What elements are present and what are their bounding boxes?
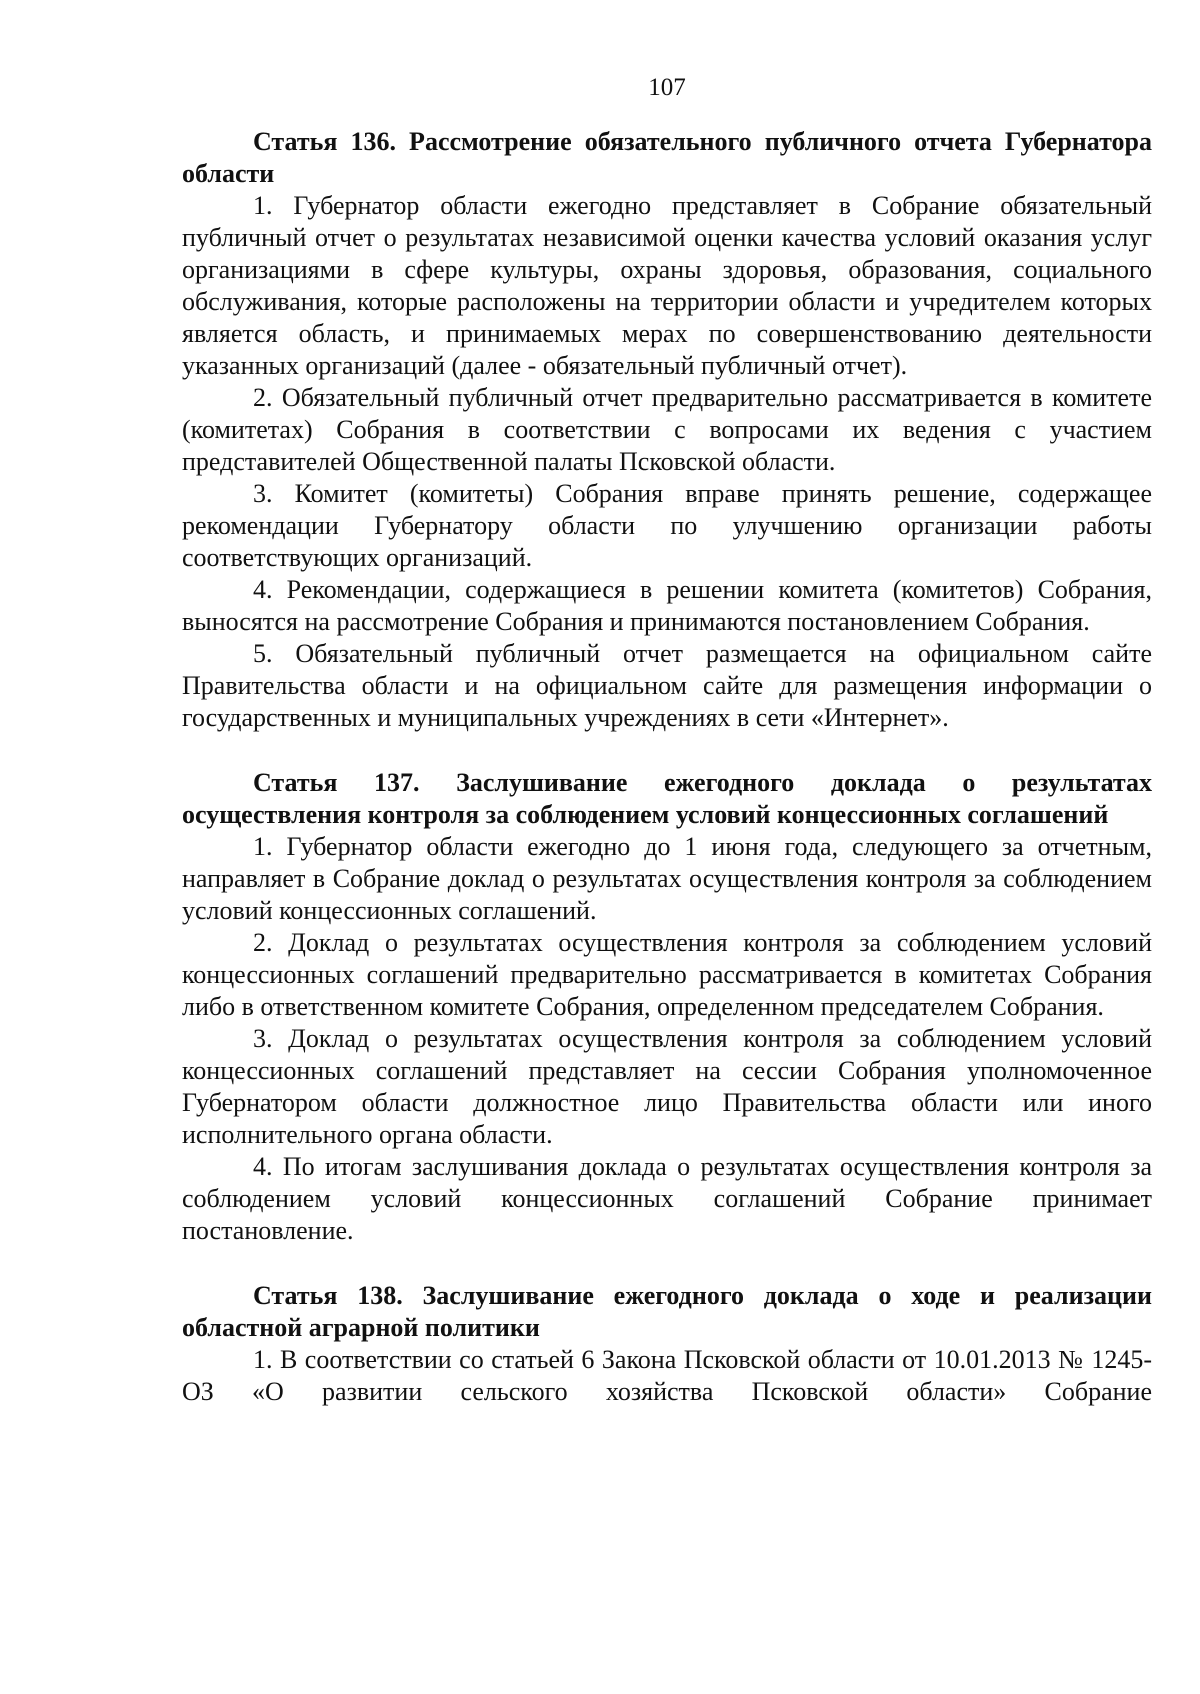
paragraph: 4. По итогам заслушивания доклада о результатах осуществления контроля за соблюдением условий концессионных соглашений Собрание принимает постановление. (182, 1152, 1152, 1245)
article-title: Статья 138. Заслушивание ежегодного доклада о ходе и реализации областной аграрной политики (182, 1281, 1152, 1342)
paragraph: 3. Комитет (комитеты) Собрания вправе принять решение, содержащее рекомендации Губернатору области по улучшению организации работы соответствующих организаций. (182, 479, 1152, 572)
article-138 (182, 1280, 1152, 1408)
paragraph: 4. Рекомендации, содержащиеся в решении комитета (комитетов) Собрания, выносятся на рассмотрение Собрания и принимаются постановлением Собрания. (182, 575, 1152, 636)
page-number: 107 (648, 74, 686, 101)
paragraph: 2. Доклад о результатах осуществления контроля за соблюдением условий концессионных соглашений предварительно рассматривается в комитетах Собрания либо в ответственном комитете Собрания, определенном председателем Собрания. (182, 928, 1152, 1021)
article-title: Статья 136. Рассмотрение обязательного публичного отчета Губернатора области (182, 127, 1152, 188)
document-page (182, 72, 1152, 1408)
article-137 (182, 767, 1152, 1247)
article-136 (182, 126, 1152, 734)
paragraph: 1. Губернатор области ежегодно до 1 июня года, следующего за отчетным, направляет в Собрание доклад о результатах осуществления контроля за соблюдением условий концессионных соглашений. (182, 832, 1152, 925)
paragraph: 1. Губернатор области ежегодно представляет в Собрание обязательный публичный отчет о результатах независимой оценки качества условий оказания услуг организациями в сфере культуры, охраны здоровья, образования, социального обслуживания, которые расположены на территории области и учредителем которых является область, и принимаемых мерах по совершенствованию деятельности указанных организаций (далее - обязательный публичный отчет). (182, 191, 1152, 380)
paragraph: 3. Доклад о результатах осуществления контроля за соблюдением условий концессионных соглашений представляет на сессии Собрания уполномоченное Губернатором области должностное лицо Правительства области или иного исполнительного органа области. (182, 1024, 1152, 1149)
article-title: Статья 137. Заслушивание ежегодного доклада о результатах осуществления контроля за соблюдением условий концессионных соглашений (182, 768, 1152, 829)
paragraph: 5. Обязательный публичный отчет размещается на официальном сайте Правительства области и на официальном сайте для размещения информации о государственных и муниципальных учреждениях в сети «Интернет». (182, 639, 1152, 732)
paragraph: 2. Обязательный публичный отчет предварительно рассматривается в комитете (комитетах) Собрания в соответствии с вопросами их ведения с участием представителей Общественной палаты Псковской области. (182, 383, 1152, 476)
paragraph: 1. В соответствии со статьей 6 Закона Псковской области от 10.01.2013 № 1245-ОЗ «О развитии сельского хозяйства Псковской области» Собрание (182, 1345, 1152, 1406)
